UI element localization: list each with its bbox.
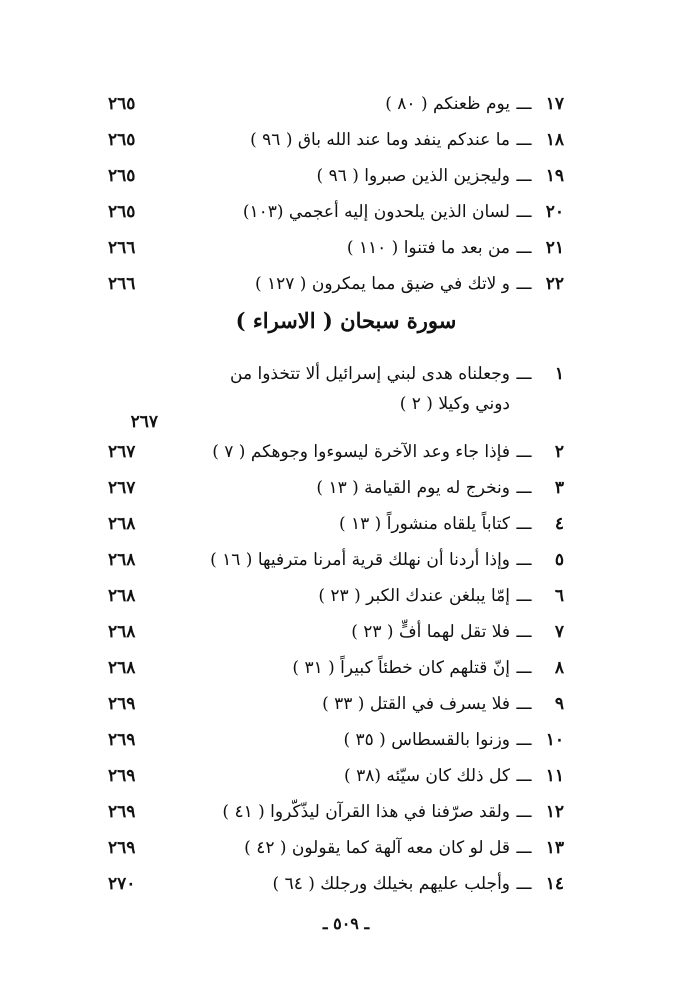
entry-number: ٦ xyxy=(554,586,564,606)
page-number: ٢٦٦ xyxy=(108,238,136,258)
page-number: ٢٦٩ xyxy=(108,802,136,822)
list-item xyxy=(114,872,564,908)
list-item xyxy=(114,440,564,476)
page-number: ٢٦٨ xyxy=(108,586,136,606)
entry-text: وليجزين الذين صبروا ( ٩٦ ) xyxy=(316,166,510,186)
list-item xyxy=(114,800,564,836)
entry-dash: ـــ xyxy=(516,130,532,150)
entry-dash: ـــ xyxy=(516,766,532,786)
entry-number: ١٢ xyxy=(545,802,564,822)
page-number: ٢٦٧ xyxy=(108,442,136,462)
page-number: ٢٦٥ xyxy=(108,166,136,186)
entry-number: ٥ xyxy=(554,550,564,570)
section-heading: سورة سبحان ( الاسراء ) xyxy=(235,308,457,333)
list-item xyxy=(114,836,564,872)
entry-text: فلا يسرف في القتل ( ٣٣ ) xyxy=(322,694,510,714)
entry-dash: ـــ xyxy=(516,202,532,222)
entry-dash: ـــ xyxy=(516,442,532,462)
entry-dash: ـــ xyxy=(516,874,532,894)
list-item xyxy=(114,362,564,440)
list-item xyxy=(114,764,564,800)
entry-text: لسان الذين يلحدون إليه أعجمي (١٠٣) xyxy=(242,202,510,222)
entry-text: وأجلب عليهم بخيلك ورجلك ( ٦٤ ) xyxy=(272,874,510,894)
entry-text: يوم ظعنكم ( ٨٠ ) xyxy=(385,94,510,114)
entry-text: قل لو كان معه آلهة كما يقولون ( ٤٢ ) xyxy=(244,838,510,858)
entry-number: ٢ xyxy=(554,442,564,462)
entry-number: ١ xyxy=(554,364,564,384)
entry-text: فلا تقل لهما أفٍّ ( ٢٣ ) xyxy=(351,622,510,642)
page-footer-number: ـ ٥٠٩ ـ xyxy=(322,914,370,933)
entry-text: ولقد صرّفنا في هذا القرآن ليذّكّروا ( ٤١ ) xyxy=(222,802,510,822)
entry-number: ١٩ xyxy=(545,166,564,186)
page-number: ٢٦٧ xyxy=(130,412,158,432)
page-number: ٢٦٥ xyxy=(108,130,136,150)
entry-dash: ـــ xyxy=(516,694,532,714)
list-item xyxy=(114,656,564,692)
entry-text: إمّا يبلغن عندك الكبر ( ٢٣ ) xyxy=(318,586,510,606)
page-number: ٢٦٥ xyxy=(108,202,136,222)
entry-number: ١٠ xyxy=(545,730,564,750)
entry-text: فإذا جاء وعد الآخرة ليسوءوا وجوهكم ( ٧ ) xyxy=(212,442,510,462)
page-number-cell xyxy=(108,362,158,440)
entry-dash: ـــ xyxy=(516,550,532,570)
page-number: ٢٦٩ xyxy=(108,838,136,858)
entry-dash: ـــ xyxy=(516,94,532,114)
entry-number: ١٤ xyxy=(545,874,564,894)
entry-dash: ـــ xyxy=(516,802,532,822)
entry-number: ١٨ xyxy=(545,130,564,150)
entry-dash: ـــ xyxy=(516,274,532,294)
list-item xyxy=(114,200,564,236)
list-item xyxy=(114,692,564,728)
entry-text: ما عندكم ينفد وما عند الله باق ( ٩٦ ) xyxy=(250,130,510,150)
page-number: ٢٦٨ xyxy=(108,622,136,642)
list-item xyxy=(114,272,564,308)
entry-dash: ـــ xyxy=(516,364,532,384)
page-number: ٢٦٨ xyxy=(108,514,136,534)
entry-dash: ـــ xyxy=(516,838,532,858)
list-item xyxy=(114,164,564,200)
entry-dash: ـــ xyxy=(516,658,532,678)
entry-text: ونخرج له يوم القيامة ( ١٣ ) xyxy=(316,478,510,498)
entry-number: ١٧ xyxy=(545,94,564,114)
entry-text: و لاتك في ضيق مما يمكرون ( ١٢٧ ) xyxy=(254,274,510,294)
page-number: ٢٦٨ xyxy=(108,550,136,570)
page-number: ٢٦٩ xyxy=(108,694,136,714)
page-number: ٢٧٠ xyxy=(108,874,136,894)
entry-text: إنّ قتلهم كان خطئاً كبيراً ( ٣١ ) xyxy=(292,658,510,678)
entry-number: ٩ xyxy=(554,694,564,714)
list-item xyxy=(114,728,564,764)
entry-text-continued: دوني وكيلا ( ٢ ) xyxy=(399,394,510,414)
entries-list-isra xyxy=(114,362,564,908)
page-number: ٢٦٧ xyxy=(108,478,136,498)
entry-dash: ـــ xyxy=(516,478,532,498)
entry-number: ٢١ xyxy=(545,238,564,258)
list-item xyxy=(114,620,564,656)
entry-text: وزنوا بالقسطاس ( ٣٥ ) xyxy=(343,730,510,750)
entry-text: كل ذلك كان سيّئه (٣٨ ) xyxy=(344,766,510,786)
list-item xyxy=(114,548,564,584)
entry-dash: ـــ xyxy=(516,586,532,606)
page-numbers-nahl xyxy=(108,92,158,308)
entry-text: وإذا أردنا أن نهلك قرية أمرنا مترفيها ( ١٦ ) xyxy=(210,550,510,570)
entry-dash: ـــ xyxy=(516,238,532,258)
list-item xyxy=(114,512,564,548)
entries-list-nahl xyxy=(114,92,564,308)
page-number: ٢٦٥ xyxy=(108,94,136,114)
entry-dash: ـــ xyxy=(516,166,532,186)
page-number: ٢٦٦ xyxy=(108,274,136,294)
page-number: ٢٦٨ xyxy=(108,658,136,678)
page-numbers-isra xyxy=(108,362,158,908)
list-item xyxy=(114,236,564,272)
entry-text: وجعلناه هدى لبني إسرائيل ألا تتخذوا من xyxy=(230,364,510,384)
entry-number: ٨ xyxy=(554,658,564,678)
entry-number: ٤ xyxy=(554,514,564,534)
entry-number: ٢٠ xyxy=(545,202,564,222)
entry-number: ٣ xyxy=(554,478,564,498)
list-item xyxy=(114,92,564,128)
entry-number: ٢٢ xyxy=(545,274,564,294)
entry-text: من بعد ما فتنوا ( ١١٠ ) xyxy=(346,238,510,258)
page-number: ٢٦٩ xyxy=(108,766,136,786)
entry-number: ١١ xyxy=(545,766,564,786)
entry-number: ٧ xyxy=(554,622,564,642)
list-item xyxy=(114,128,564,164)
list-item xyxy=(114,476,564,512)
entry-dash: ـــ xyxy=(516,730,532,750)
entry-text: كتاباً يلقاه منشوراً ( ١٣ ) xyxy=(338,514,510,534)
page-number: ٢٦٩ xyxy=(108,730,136,750)
entry-dash: ـــ xyxy=(516,622,532,642)
entry-dash: ـــ xyxy=(516,514,532,534)
entry-text-block xyxy=(114,362,510,416)
list-item xyxy=(114,584,564,620)
entry-number: ١٣ xyxy=(545,838,564,858)
